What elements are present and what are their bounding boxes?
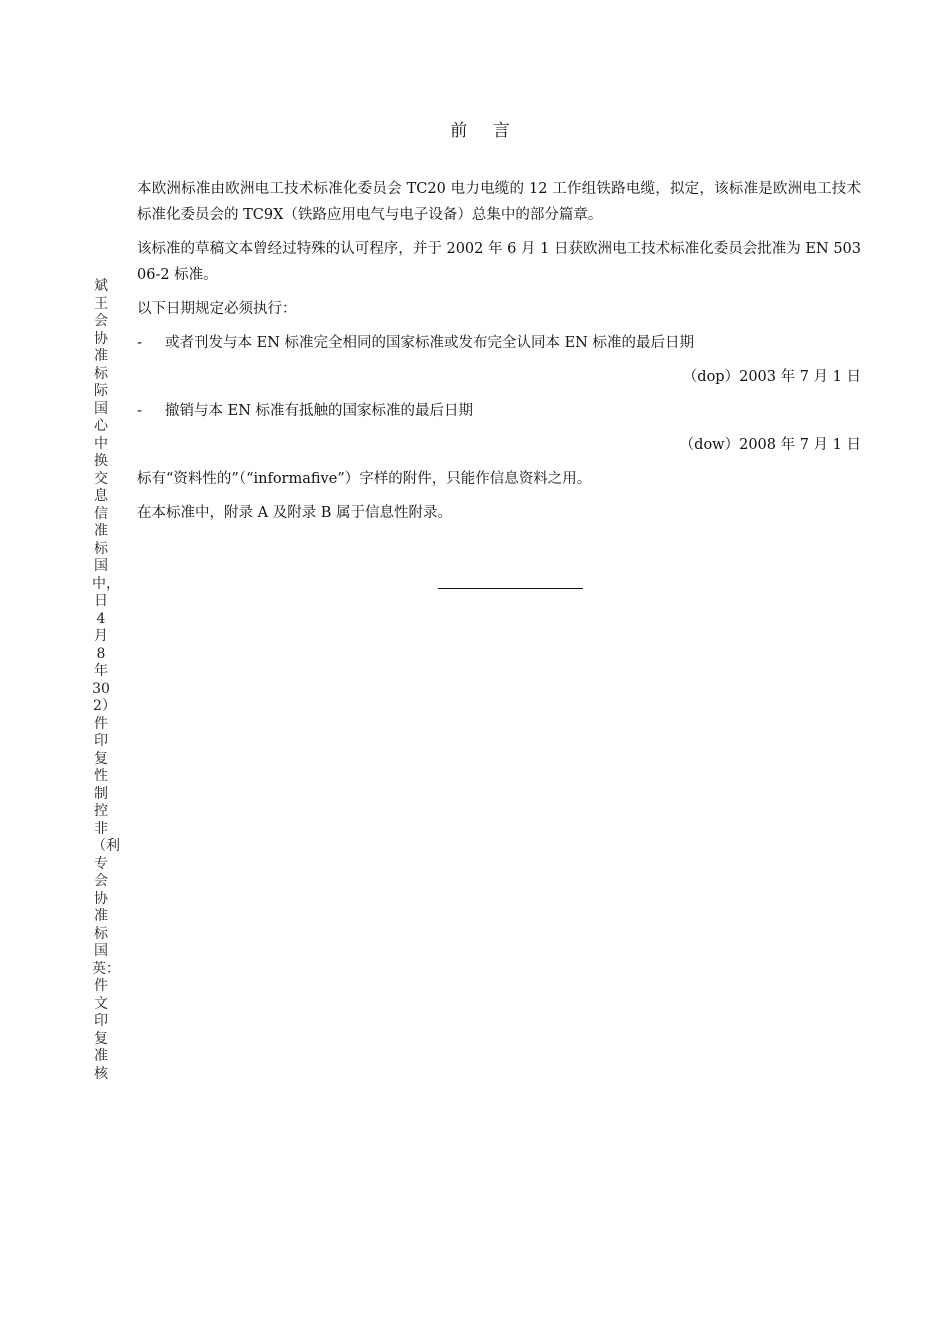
page-title: 前 言 (450, 121, 520, 141)
paragraph-dates-intro: 以下日期规定必须执行： (137, 301, 297, 317)
paragraph-informative-note: 标有“资料性的”（“informafive”）字样的附件，只能作信息资料之用。 (137, 471, 592, 487)
paragraph-annex-note: 在本标准中，附录 A 及附录 B 属于信息性附录。 (137, 505, 453, 521)
date-dop: （dop）2003 年 7 月 1 日 (682, 369, 861, 385)
list-dash: - (137, 335, 142, 351)
side-watermark-text: 斌王 会协准标际国心中换交息信准标国中，日4月8年302）件印复性制控非（利专会协准标国英：件文印复准核 (92, 278, 120, 1082)
list-item-dop (137, 330, 861, 356)
paragraph-scope: 本欧洲标准由欧洲电工技术标准化委员会 TC20 电力电缆的 12 工作组铁路电缆，拟定，该标准是欧洲电工技术标准化委员会的 TC9X（铁路应用电气与电子设备）总集中的部分篇章。 (137, 181, 861, 223)
list-item-text: 撤销与本 EN 标准有抵触的国家标准的最后日期 (165, 403, 473, 419)
list-item-dow (137, 398, 861, 424)
list-dash: - (137, 403, 142, 419)
end-rule-divider (438, 588, 583, 589)
date-dow: （dow）2008 年 7 月 1 日 (679, 437, 861, 453)
list-item-text: 或者刊发与本 EN 标准完全相同的国家标准或发布完全认同本 EN 标准的最后日期 (165, 335, 694, 351)
paragraph-approval: 该标准的草稿文本曾经过特殊的认可程序，并于 2002 年 6 月 1 日获欧洲电工技术标准化委员会批准为 EN 50306-2 标准。 (137, 241, 861, 283)
document-body (137, 176, 861, 534)
